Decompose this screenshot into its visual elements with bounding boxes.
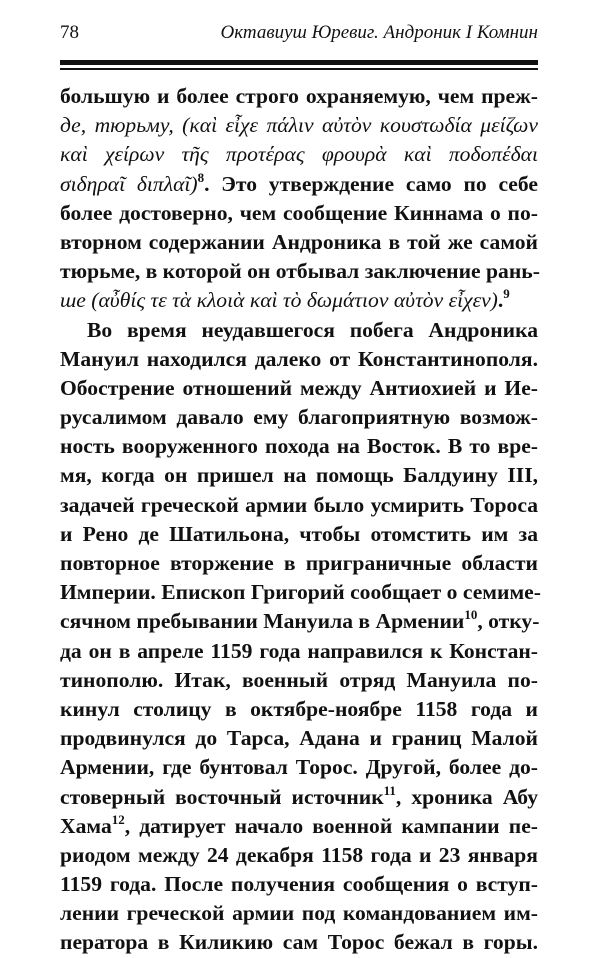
text-fragment: . Это утверждение само по себе <box>204 171 538 196</box>
text-fragment: сячном пребывании Мануила в Армении <box>60 609 465 634</box>
text-line: ность вооруженного похода на Восток. В то вре- <box>60 434 538 459</box>
text-line: Обострение отношений между Антиохией и Ие- <box>60 375 538 400</box>
text-line: русалимом давало ему благоприятную возмож- <box>60 405 538 430</box>
text-line: риодом между 24 декабря 1158 года и 23 января <box>60 842 538 867</box>
text-fragment: , датирует начало военной кампании пе- <box>124 813 538 838</box>
text-fragment: . <box>497 288 504 313</box>
header-rule-thin <box>60 68 538 70</box>
text-line: Армении, где бунтовал Торос. Другой, более до- <box>60 755 538 780</box>
text-line: и Рено де Шатильона, чтобы отомстить им за <box>60 521 538 546</box>
text-fragment: Хама <box>60 813 112 838</box>
text-line: тюрьме, в которой он отбывал заключение рань- <box>60 259 540 284</box>
body-text <box>60 82 541 958</box>
text-line <box>60 286 538 315</box>
footnote-ref: 12 <box>111 811 125 827</box>
text-line: задачей греческой армии было усмирить Тороса <box>60 492 538 517</box>
text-line: мя, когда он пришел на помощь Балдуину III, <box>60 463 538 488</box>
page-header <box>60 18 538 50</box>
footnote-ref: 11 <box>383 782 396 798</box>
greek-quote-line: де, тюрьму, (καὶ εἶχε πάλιν αὐτὸν κουστωδία μείζων <box>60 113 538 138</box>
text-line: 1159 года. После получения сообщения о вступ- <box>60 872 538 897</box>
footnote-ref: 8 <box>197 169 205 185</box>
header-rule-thick <box>60 60 538 65</box>
text-line: кинул столицу в октябре-ноябре 1158 года и <box>60 696 538 721</box>
text-line: тинополю. Итак, военный отряд Мануила по- <box>60 667 538 692</box>
footnote-ref: 10 <box>464 607 478 623</box>
text-line: продвинулся до Тарса, Адана и границ Малой <box>60 726 538 751</box>
text-fragment: , хроника Абу <box>395 784 538 809</box>
text-line: большую и более строго охраняемую, чем преж- <box>60 84 538 108</box>
text-line: Мануил находился далеко от Константинополя. <box>60 346 538 371</box>
text-line: Империи. Епископ Григорий сообщает о семиме- <box>60 580 541 605</box>
text-line: более достоверно, чем сообщение Киннама о по- <box>60 200 538 225</box>
text-line <box>60 812 538 841</box>
footnote-ref: 9 <box>503 286 510 302</box>
running-head: Октавиуш Юревиг. Андроник I Комнин <box>220 22 538 43</box>
text-fragment: стоверный восточный источник <box>60 784 384 809</box>
text-line <box>60 170 538 199</box>
text-fragment: , отку- <box>477 609 540 634</box>
text-line: да он в апреле 1159 года направился к Констан- <box>60 638 538 663</box>
greek-quote: ше (αὖθίς τε τὰ κλοιὰ καὶ τὸ δωμάτιον αὐτὸν εἶχεν) <box>60 288 498 313</box>
text-line <box>60 783 538 812</box>
paragraph-start-line: Во время неудавшегося побега Андроника <box>87 317 538 342</box>
text-line <box>60 607 538 636</box>
text-line: повторное вторжение в приграничные области <box>60 551 538 575</box>
greek-quote-line: καὶ χείρων τῆς προτέρας φρουρὰ καὶ ποδοπέδαι <box>60 142 538 167</box>
text-line: вторном содержании Андроника в той же самой <box>60 229 538 254</box>
page-number: 78 <box>60 22 79 43</box>
text-line: ператора в Киликию сам Торос бежал в горы. <box>60 930 538 955</box>
greek-quote: σιδηραῖ διπλαῖ) <box>60 171 198 196</box>
text-line: лении греческой армии под командованием им- <box>60 901 538 926</box>
